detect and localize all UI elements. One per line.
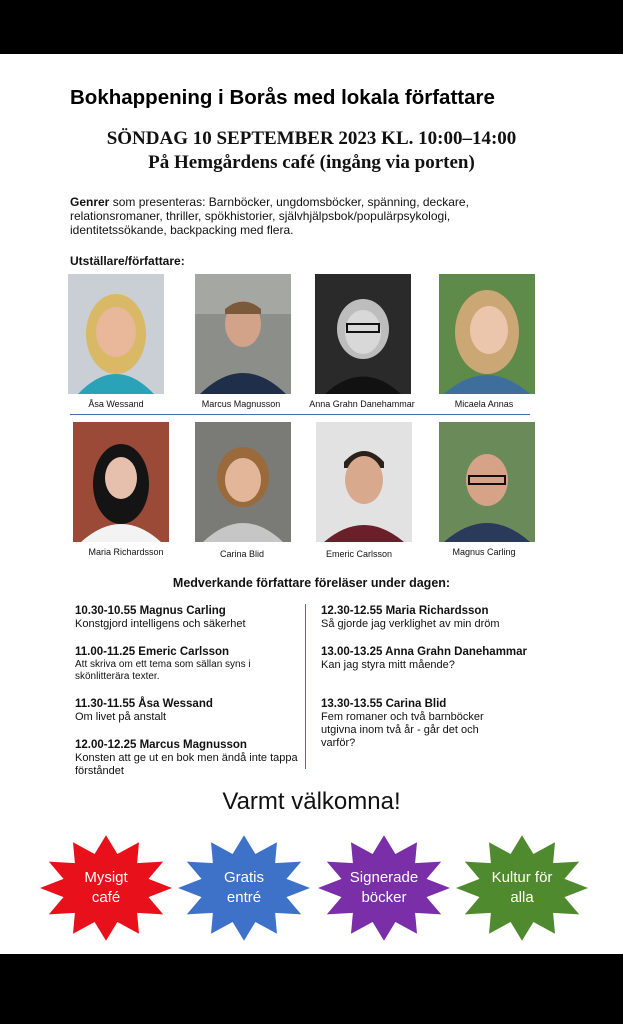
author-name: Carina Blid: [219, 549, 265, 559]
author-photo-magnus-carling: [439, 422, 535, 542]
badge-line1: Kultur för: [491, 869, 553, 886]
author-photo-carina-blid: [195, 422, 291, 542]
lecture-time: 11.00-11.25 Emeric Carlsson: [75, 646, 230, 658]
divider: [70, 414, 530, 415]
lecture-desc: Kan jag styra mitt mående?: [321, 659, 455, 671]
author-name: Magnus Carling: [452, 547, 516, 557]
event-date: SÖNDAG 10 SEPTEMBER 2023 KL. 10:00–14:00: [106, 128, 517, 149]
badge-line1: Signerade: [349, 869, 419, 886]
lecture-desc: Konsten att ge ut en bok men ändå inte tappa förståndet: [75, 752, 298, 777]
author-name: Emeric Carlsson: [325, 549, 392, 559]
lecture-desc: Om livet på anstalt: [75, 711, 167, 723]
author-photo-maria-richardsson: [73, 422, 169, 542]
author-name: Marcus Magnusson: [201, 399, 281, 409]
genres-text: som presenteras: Barnböcker, ungdomsböcker, spänning, deckare, relationsromaner, thriller, spökhistorier, självhjälpsbok/populärpsykologi, identitetssökande, backpacking med flera.: [70, 195, 469, 237]
genres-label: Genrer: [70, 195, 110, 209]
lecture-item: [321, 697, 556, 750]
author-name: Anna Grahn Danehammar: [309, 399, 415, 409]
lecture-item: [75, 645, 310, 683]
badge-line1: Gratis: [223, 869, 264, 886]
lecture-time: 10.30-10.55 Magnus Carling: [75, 605, 226, 617]
genres-paragraph: [70, 195, 540, 237]
lecture-time: 12.00-12.25 Marcus Magnusson: [75, 739, 247, 751]
badge-line2: entré: [226, 889, 262, 906]
author-name: Maria Richardsson: [88, 547, 164, 557]
badge-line2: böcker: [361, 889, 407, 906]
lecture-time: 13.30-13.55 Carina Blid: [321, 698, 447, 710]
lecture-item: [321, 645, 556, 672]
author-photo-micaela-annas: [439, 274, 535, 394]
badge-line2: alla: [510, 889, 534, 906]
event-venue: På Hemgårdens café (ingång via porten): [148, 152, 475, 173]
author-name: Åsa Wessand: [88, 399, 144, 409]
lecture-time: 11.30-11.55 Åsa Wessand: [75, 698, 213, 710]
welcome-text: Varmt välkomna!: [222, 788, 401, 815]
lecture-item: [75, 697, 310, 724]
author-photo-marcus-magnusson: [195, 274, 291, 394]
lecture-desc: Så gjorde jag verklighet av min dröm: [321, 618, 500, 630]
author-photo-asa-wessand: [68, 274, 164, 394]
exhibitors-label: Utställare/författare:: [70, 254, 185, 268]
lecture-item: [75, 604, 310, 631]
column-divider: [305, 604, 306, 769]
author-name: Micaela Annas: [454, 399, 514, 409]
lecture-time: 12.30-12.55 Maria Richardsson: [321, 605, 489, 617]
badge-culture-for-all: [454, 834, 590, 942]
author-photo-emeric-carlsson: [316, 422, 412, 542]
lecture-item: [75, 738, 310, 778]
lectures-heading: Medverkande författare föreläser under dagen:: [172, 576, 451, 590]
badge-cozy-cafe: [38, 834, 174, 942]
lecture-item: [321, 604, 556, 631]
badge-free-entry: [176, 834, 312, 942]
author-photo-anna-grahn-danehammar: [315, 274, 411, 394]
poster: [0, 54, 623, 954]
lecture-desc: Konstgjord intelligens och säkerhet: [75, 618, 246, 630]
badge-line2: café: [91, 889, 121, 906]
badge-line1: Mysigt: [84, 869, 128, 886]
badge-signed-books: [316, 834, 452, 942]
lecture-desc: Fem romaner och två barnböcker utgivna inom två år - går det och varför?: [321, 711, 484, 749]
lecture-time: 13.00-13.25 Anna Grahn Danehammar: [321, 646, 528, 658]
lecture-desc: Att skriva om ett tema som sällan syns i skönlitterära texter.: [75, 659, 251, 682]
poster-title: Bokhappening i Borås med lokala författare: [70, 86, 495, 109]
